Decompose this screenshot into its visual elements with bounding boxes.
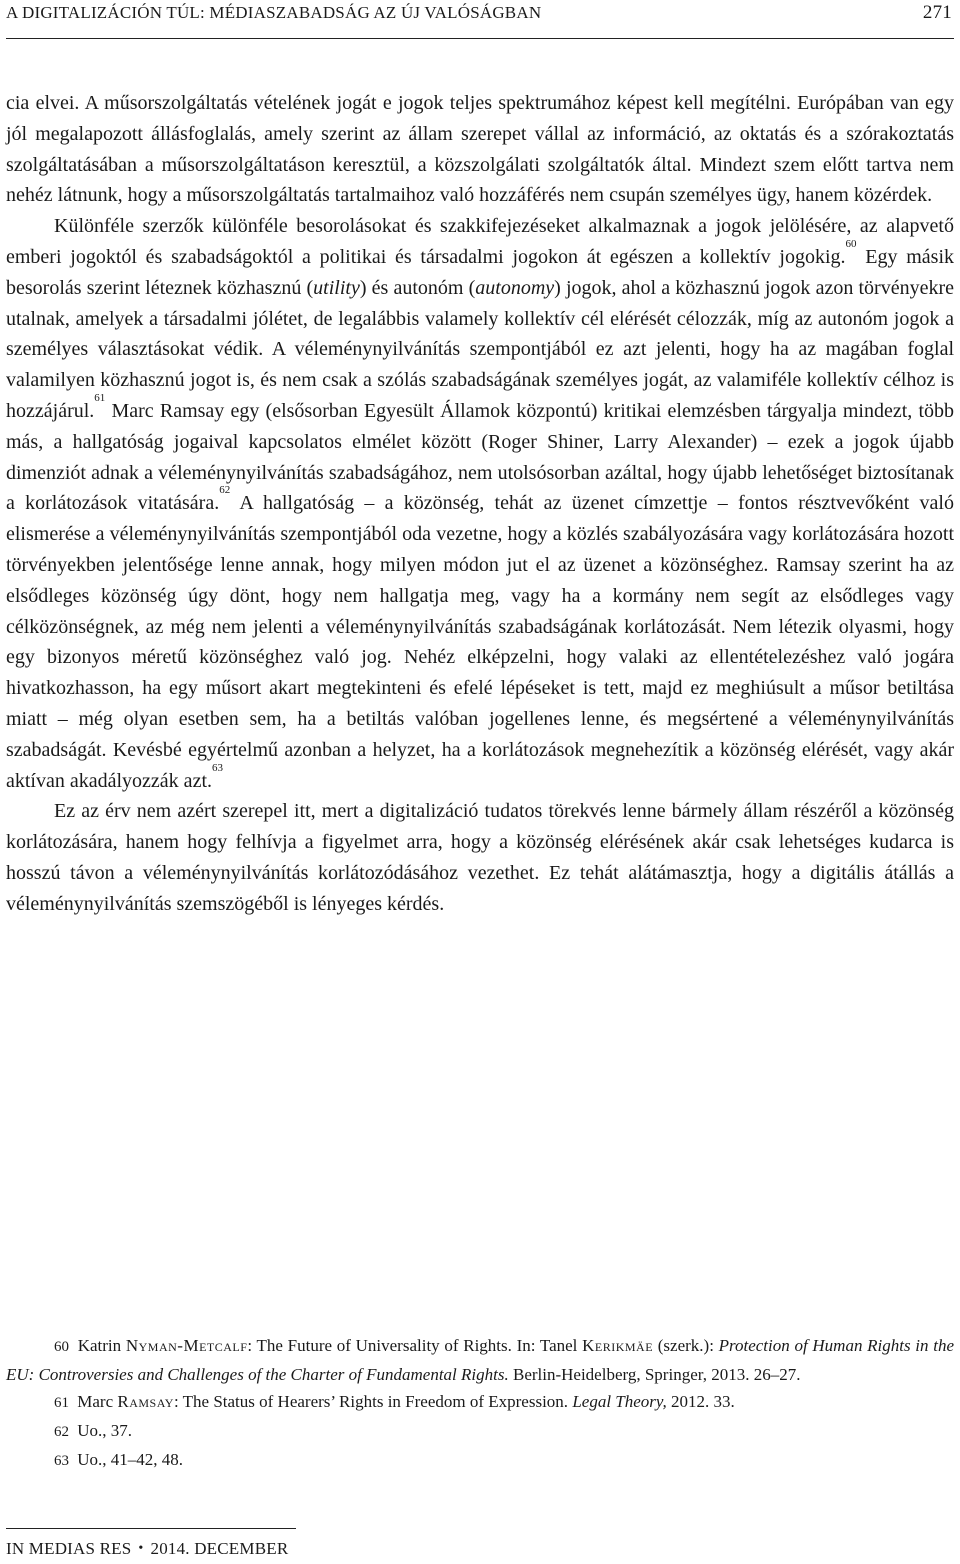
book-title: Protection of Human Rights in the EU: Controversies and Challenges of the Charter of Fundamental Rights. [6,1336,954,1384]
footnote-text: Uo., 37. [77,1421,133,1440]
issue-date: 2014. DECEMBER [150,1539,289,1558]
editor-name: Kerikmäe [582,1336,654,1355]
paragraph-2-text-d: ) jogok, ahol a közhasznú jogok azon törvényekre utalnak, amelyek a társadalmi jólétet, de legalábbis valamely kollektív cél elérését célozzák, míg az autonóm jogok a személyes választásokat védik. A véleménynyilvánítás szempontjából ez azt jelenti, hogy ha az magában foglal valamilyen közhasznú jogot is, és nem csak a szólás szabadságának személyes jogát, az valamiféle kollektív célhoz is hozzájárul. [6,276,954,422]
footnote-62 [6,1417,954,1446]
journal-name: IN MEDIAS RES [6,1539,132,1558]
term-utility: utility [313,276,360,299]
author-name: Ramsay [117,1392,174,1411]
footnote-text: Uo., 41–42, 48. [77,1450,184,1469]
footnote-text: Marc [77,1392,118,1411]
footnote-ref-60[interactable]: 60 [845,237,857,250]
footnote-text: 2012. 33. [666,1392,735,1411]
footnote-ref-63[interactable]: 63 [212,761,223,774]
main-text [6,88,954,920]
footer [6,1539,288,1559]
running-head [6,0,952,26]
footnote-text: : The Status of Hearers’ Rights in Freedom of Expression. [173,1392,573,1411]
bullet-icon: • [138,1541,144,1556]
footnote-text: (szerk.): [653,1336,719,1355]
paragraph-1 [6,88,954,211]
footnotes [6,1332,954,1475]
footnote-61 [6,1388,954,1417]
footnote-number: 61 [54,1395,69,1411]
paragraph-1-text: cia elvei. A műsorszolgáltatás vételének jogát e jogok teljes spektrumához képest kell megítélni. Európában van egy jól megalapozott állásfoglalás, amely szerint az állam szerepet vállal az információ, az oktatás és a szórakoztatás szolgáltatásában a műsorszolgáltatáson keresztül, a közszolgálati szolgáltatók által. Mindezt szem előtt tartva nem nehéz látnunk, hogy a műsorszolgáltatás tartalmaihoz való hozzáférés nem csupán személyes ügy, hanem közérdek. [6,92,954,207]
footnote-text: : The Future of Universality of Rights. In: Tanel [247,1336,583,1355]
footnote-number: 60 [54,1339,69,1355]
paragraph-2-text-b: Egy másik besorolás szerint léteznek közhasznú ( [6,245,954,299]
footer-divider [6,1528,296,1529]
paragraph-2 [6,211,954,796]
page-number: 271 [922,2,952,23]
paragraph-2-text-f: A hallgatóság – a közönség, tehát az üzenet címzettje – fontos résztvevőként való elismerése a véleménynyilvánítás szempontjából oda vezetne, hogy a közlés szabályozására vagy korlátozására hozott törvényekben jelentősége lenne annak, hogy milyen módon jut el az üzenet a közönséghez. Ramsay szerint ha az elsődleges közönség úgy dönt, hogy nem hallgatja meg, vagy ha a kormány nem segít az elsődleges vagy célközönségnek, az még nem jelenti a véleménynyilvánítás szabadságának korlátozását. Nem létezik olyasmi, hogy egy bizonyos méretű közönséghez való jog. Nehéz elképzelni, hogy valaki az ellentételezéshez való jogára hivatkozhasson, ha egy műsort akart megtekinteni és efelé lépéseket is tett, majd ez meghiúsult a műsor betiltása miatt – még olyan esetben sem, ha a betiltás valóban jogellenes lenne, és megsértené a véleménynyilvánítás szabadságát. Kevésbé egyértelmű azonban a helyzet, ha a korlátozások megnehezítik a közönség elérését, vagy akár aktívan akadályozzák azt. [6,492,954,792]
footnote-number: 63 [54,1453,69,1469]
paragraph-2-text-a: Különféle szerzők különféle besorolásokat és szakkifejezéseket alkalmaznak a jogok jelölésére, az alapvető emberi jogoktól és szabadságoktól a politikai és társadalmi jogokon át egészen a kollektív jogokig. [6,215,954,268]
paragraph-2-text-c: ) és autonóm ( [359,276,476,299]
paragraph-3-text: Ez az érv nem azért szerepel itt, mert a digitalizáció tudatos törekvés lenne bármely állam részéről a közönség korlátozására, hanem hogy felhívja a figyelmet arra, hogy a közönség elérésének akár csak lehetséges kudarca is hosszú távon a véleménynyilvánítás korlátozódásához vezethet. Ez tehát alátámasztja, hogy a digitális átállás a véleménynyilvánítás szemszögéből is lényeges kérdés. [6,800,954,915]
paragraph-3 [6,796,954,919]
footnote-text: Katrin [77,1336,126,1355]
footnote-60 [6,1332,954,1388]
author-name: Nyman-Metcalf [125,1336,248,1355]
footnote-ref-61[interactable]: 61 [94,391,106,404]
header-divider [6,38,954,39]
paragraph-2-text-e: Marc Ramsay egy (elsősorban Egyesült Államok központú) kritikai elemzésben tárgyalja mindezt, több más, a hallgatóság jogaival kapcsolatos elmélet között (Roger Shiner, Larry Alexander) – ezek a jogok újabb dimenziót adnak a véleménynyilvánítás szabadságához, nem utolsósorban azáltal, hogy újabb lehetőséget biztosítanak a korlátozások vitatására. [6,399,954,515]
journal-title: Legal Theory, [572,1392,667,1411]
footnote-number: 62 [54,1424,69,1440]
running-head-title: A DIGITALIZÁCIÓN TÚL: MÉDIASZABADSÁG AZ ÚJ VALÓSÁGBAN [6,3,542,22]
footnote-text: Berlin-Heidelberg, Springer, 2013. 26–27. [508,1365,801,1384]
term-autonomy: autonomy [475,276,555,299]
footnote-63 [6,1446,954,1475]
footnote-ref-62[interactable]: 62 [219,484,231,497]
